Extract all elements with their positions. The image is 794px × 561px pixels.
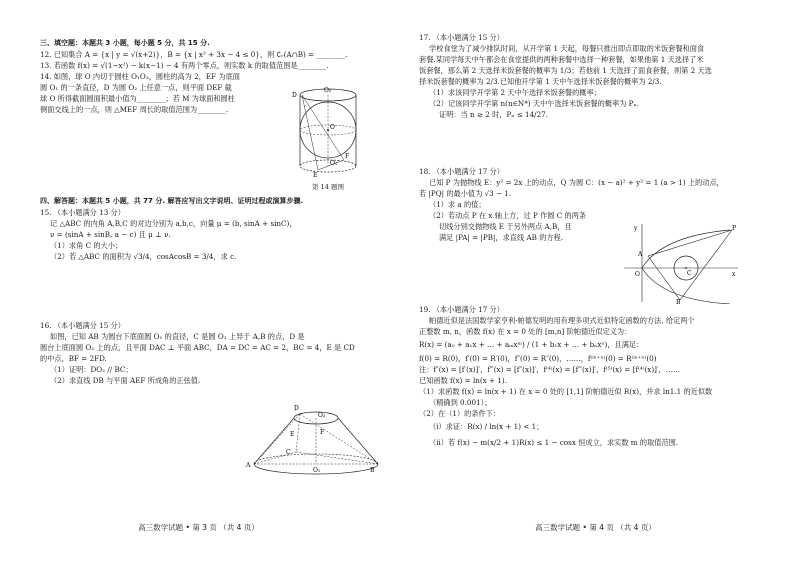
q19-line: （1）求函数 f(x) = ln(x + 1) 在 x = 0 处的 [1,1] 阶帕德近似 R(x)，并求 ln1.1 的近似数 (419, 387, 713, 396)
q17-line: （2）记该同学开学第 n(n∈N*) 天中午选择米饭套餐的概率为 Pₙ. (429, 99, 639, 108)
label-A: A (638, 251, 643, 258)
section3-title: 三、填空题：本题共 3 小题，每小题 5 分，共 15 分. (40, 39, 210, 47)
q16-line: （2）求直线 DB 与平面 AEF 所成角的正弦值. (50, 376, 201, 385)
question-17 (419, 32, 776, 120)
q14-line: 侧面交线上的一点，则 △MEF 周长的取值范围为________. (40, 105, 229, 114)
q16-line: 圆台上底面圆 O₂ 上的点，且平面 DAC ⊥ 平面 ABC，DA = DC = AC = 2，BC = 4，E 是 CD (40, 343, 355, 352)
label-D: D (292, 92, 297, 99)
q18-line: 18. （本小题满分 17 分） (419, 167, 504, 176)
q18-line: （1）求 a 的值； (429, 200, 486, 209)
q16-line: 的中点，BF = 2FD. (40, 354, 107, 363)
figure-14-cylinder (288, 86, 368, 190)
q19-line: f(0) = R(0)，f′(0) = R′(0)，f″(0) = R″(0)，……，f⁽ᵐ⁺ⁿ⁾(0) = R⁽ᵐ⁺ⁿ⁾(0) (419, 354, 657, 363)
label-A: A (246, 462, 251, 469)
section4 (40, 196, 385, 262)
page-3-footer: 高三数学试题 • 第 3 页 （共 4 页） (138, 523, 259, 532)
q18-line: （2）若动点 P 在 x 轴上方，过 P 作圆 C 的两条 (429, 211, 587, 220)
q14-line: 球 O 所得截面圆面积最小值为________；若 M 为球面和圆柱 (40, 94, 235, 103)
q15-line: 记 △ABC 的内角 A,B,C 的对边分别为 a,b,c，向量 μ = (b, sinA + sinC)， (50, 219, 297, 228)
q18-line: 切线分别交抛物线 E 于另外两点 A,B，且 (439, 222, 572, 231)
figure-14-caption: 第 14 题图 (312, 183, 344, 191)
q18-line: 已知 P 为抛物线 E：y² = 2x 上的动点，Q 为圆 C：(x − a)² + y² = 1 (a > 1) 上的动点， (429, 178, 724, 187)
label-F: F (345, 153, 350, 160)
question-14 (40, 71, 285, 115)
q15-line: 15. （本小题满分 13 分） (40, 208, 125, 217)
parabola-diagram (622, 222, 742, 304)
label-O1: O₁ (330, 160, 338, 167)
q19-line: （精确到 0.001）； (429, 398, 492, 407)
label-F: F (320, 429, 325, 436)
q16-line: 如图，已知 AB 为圆台下底面圆 O₁ 的直径，C 是圆 O₁ 上异于 A,B 的点，D 是 (50, 332, 305, 341)
q18-line: 若 |PQ| 的最小值为 √3 − 1. (419, 189, 512, 198)
figure-18-parabola (622, 222, 742, 304)
q15-line: （1）求角 C 的大小； (50, 241, 123, 250)
label-O1: O₁ (313, 467, 321, 474)
label-B: B (370, 467, 375, 474)
figure-16-frustum (240, 398, 380, 478)
q17-line: 学校食堂为了减少排队时间，从开学第 1 天起，每餐只推出即点即取的米饭套餐和面食 (429, 44, 705, 53)
question-13: 13. 若函数 f(x) = √(1−x²) − k(x−1) − 4 有两个零点，则实数 k 的取值范围是________. (40, 61, 329, 70)
q19-line: （ii）若 f(x) − m(x/2 + 1)R(x) ≤ 1 − cosx 恒成立，求实数 m 的取值范围. (429, 438, 679, 447)
q17-line: 套餐.某同学每天中午都会在食堂提供的两种套餐中选择一种套餐，如果他第 1 天选择了米 (419, 55, 704, 64)
q16-line: 16. （本小题满分 15 分） (40, 321, 125, 330)
label-O: O (635, 271, 640, 278)
q17-line: 择米饭套餐的概率为 2/3.已知他开学第 1 天中午选择米饭套餐的概率为 2/3. (419, 77, 662, 86)
label-B: B (676, 299, 681, 304)
label-E: E (290, 431, 295, 438)
question-15 (40, 207, 385, 262)
label-E: E (313, 172, 318, 178)
label-C: C (687, 270, 692, 277)
section4-title: 四、解答题：本题共 5 小题，共 77 分. 解答应写出文字说明、证明过程或演算步骤. (40, 197, 304, 205)
label-O2: O₂ (324, 87, 332, 94)
q19-line: R(x) = (a₀ + a₁x + … + aₘxᵐ) / (1 + b₁x + … + bₙxⁿ)，且满足： (419, 340, 644, 349)
q19-line: 注：f″(x) = [f′(x)]′，f‴(x) = [f″(x)]′，f⁽⁴⁾(x) = [f‴(x)]′，f⁽⁵⁾(x) = [f⁽⁴⁾(x)]′，…… (419, 365, 681, 374)
label-D: D (294, 405, 299, 412)
label-P: P (732, 225, 737, 232)
q17-line: （1）求该同学开学第 2 天中午选择米饭套餐的概率； (429, 88, 601, 97)
q17-line: 证明：当 n ≥ 2 时，Pₙ ≤ 14/27. (439, 110, 549, 119)
q19-line: 已知函数 f(x) = ln(x + 1). (419, 376, 507, 385)
page-4-footer: 高三数学试题 • 第 4 页 （共 4 页） (535, 523, 656, 532)
q14-line: 圆 O₁ 的一条直径，D 为圆 O₂ 上任意一点，则平面 DEF 截 (40, 83, 232, 92)
q19-line: （i）求证：R(x) / ln(x + 1) < 1； (429, 422, 544, 431)
q14-line: 14. 如图，球 O 内切于圆柱 O₁O₂，圆柱的高为 2，EF 为底面 (40, 72, 240, 81)
q16-line: （1）证明：DO₂ // BC； (50, 365, 133, 374)
q17-line: 17. （本小题满分 15 分） (419, 33, 504, 42)
q15-line: ν = (sinA + sinB, a − c) 且 μ ⊥ ν. (50, 230, 171, 239)
label-y: y (634, 225, 638, 232)
cylinder-diagram (288, 86, 368, 178)
q19-line: 正整数 m, n，函数 f(x) 在 x = 0 处的 [m,n] 阶帕德近似定义为： (419, 327, 632, 336)
label-C: C (286, 449, 291, 456)
label-x: x (732, 271, 736, 278)
q15-line: （2）若 △ABC 的面积为 √3/4，cosAcosB = 3/4，求 c. (50, 252, 237, 261)
q19-line: （2）在（1）的条件下： (419, 409, 501, 418)
q19-line: 19. （本小题满分 17 分） (419, 305, 504, 314)
question-19 (419, 304, 779, 451)
frustum-diagram (240, 398, 380, 478)
question-16 (40, 320, 385, 386)
q19-line: 帕德近似是法国数学家亨利·帕德发明的用有理多项式近似特定函数的方法. 给定两个 (429, 316, 695, 325)
question-12: 12. 已知集合 A = {x | y = √(x+2)}，B = {x | x² + 3x − 4 ≤ 0}，则 ∁ᵣ(A∩B) = ________. (40, 50, 348, 59)
q17-line: 饭套餐，那么第 2 天选择米饭套餐的概率为 1/3；若他前 1 天选择了面食套餐，则第 2 天选 (419, 66, 712, 75)
label-O2: O₂ (318, 412, 326, 419)
q18-line: 满足 |PA| = |PB|，求直线 AB 的方程. (439, 233, 564, 242)
label-O: O (330, 124, 335, 131)
